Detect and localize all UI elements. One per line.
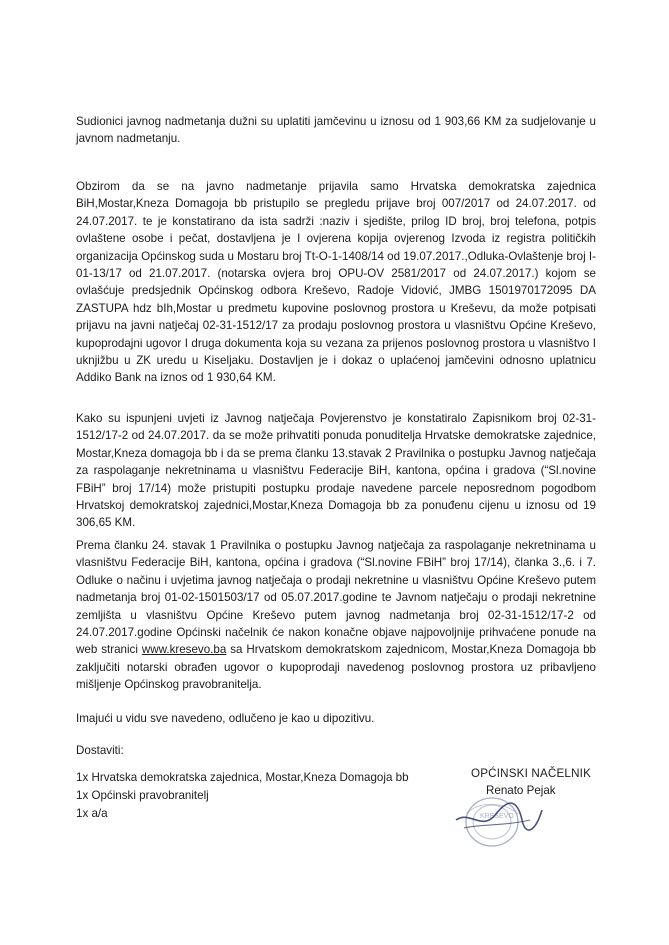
handwritten-signature [456, 803, 542, 830]
recipient-item: 1x a/a [76, 807, 108, 820]
signature-name: Renato Pejak [486, 784, 556, 797]
paragraph-application-review: Obzirom da se na javno nadmetanje prijavila samo Hrvatska demokratska zajednica BiH,Mostar,Kneza Domagoja bb pristupilo se pregledu prijave broj 007/2017 od 24.07.2017. od 24.07.2017. te je konstatirano da ista sadrži :naziv i sjedište, prilog ID broj, broj telefona, potpis ovlaštene osobe i pečat, dostavljena je I ovjerena kopija ovjerenog Izvoda iz registra političkih organizacija Općinskog suda u Mostaru broj Tt-O-1-1408/14 od 19.07.2017.,Odluka-Ovlaštenje broj I-01-13/17 od 21.07.2017. (notarska ovjera broj OPU-OV 2581/2017 od 24.07.2017.) kojom se ovlašćuje predsjednik Općinskog odbora Kreševo, Radoje Vidović, JMBG 1501970172095 DA ZASTUPA hdz bIh,Mostar u predmetu kupovine poslovnog prostora u Kreševu, da može potpisati prijavu na javni natječaj 02-31-1512/17 za prodaju poslovnog prostora u vlasništvu Općine Kreševo, kupoprodajni ugovor I druga dokumenta koja su vezana za prijenos poslovnog prostora u vlasništvo I uknjižbu u ZK uredu u Kiseljaku. Dostavljen je i dokaz o uplaćenoj jamčevini odnosno uplatnicu Addiko Bank na iznos od 1 930,64 KM. [76, 180, 596, 385]
recipient-list [76, 769, 409, 823]
paragraph-conclusion: Imajući u vidu sve navedeno, odlučeno je kao u dipozitivu. [76, 712, 375, 725]
recipient-item: 1x Hrvatska demokratska zajednica, Mostar,Kneza Domagoja bb [76, 771, 409, 784]
paragraph-deposit: Sudionici javnog nadmetanja dužni su uplatiti jamčevinu u iznosu od 1 903,66 KM za sudjelovanje u javnom nadmetanju. [76, 115, 596, 146]
stamp-text: KREŠEVO [480, 813, 514, 820]
recipient-item: 1x Općinski pravobranitelj [76, 789, 209, 802]
paragraph-commission-finding: Kako su ispunjeni uvjeti iz Javnog natječaja Povjerenstvo je konstatiralo Zapisnikom broj 02-31-1512/17-2 od 24.07.2017. da se može prihvatiti ponuda ponuditelja Hrvatske demokratske zajednice, Mostar,Kneza domagoja bb i da se prema članku 13.stavak 2 Pravilnika o postupku Javnog natječaja za raspolaganje nekretninama u vlasništvu Federacije BiH, kantona, općina i gradova (“Sl.novine FBiH” broj 17/14) može pristupiti postupku prodaje navedene parcele neposrednom pogodbom Hrvatskoj demokratskoj zajednici,Mostar,Kneza Domagoja bb za ponuđenu cijenu u iznosu od 19 306,65 KM. [76, 412, 596, 530]
paragraph-contract-text-2: sa Hrvatskom demokratskom zajednicom, Mostar,Kneza Domagoja bb zaključiti notarski obrađen ugovor o kupoprodaji navedenog poslovnog prostora uz pribavljeno mišljenje Općinskog pravobranitelja. [76, 643, 597, 692]
paragraph-contract-basis [76, 537, 596, 694]
signature-title: OPĆINSKI NAČELNIK [471, 767, 592, 780]
website-link[interactable]: www.kresevo.ba [141, 643, 227, 657]
delivery-heading: Dostaviti: [76, 744, 124, 757]
paragraph-contract-text-1: Prema članku 24. stavak 1 Pravilnika o postupku Javnog natječaja za raspolaganje nekretninama u vlasništvu Federacije BiH, kantona, općina i gradova (“Sl.novine FBiH” broj 17/14), članka 3.,6. i 7. Odluke o načinu i uvjetima javnog natječaja o prodaji nekretnine u vlasništvu Općine Kreševo putem nadmetanja broj 01-02-1501503/17 od 05.07.2017.godine te Javnom natječaju o prodaji nekretnine zemljišta u vlasništvu Općine Kreševo putem javnog nadmetanja broj 02-31-1512/17-2 od 24.07.2017.godine Općinski načelnik će nakon konačne objave najpovoljnije prihvaćene ponude na web stranici [76, 539, 596, 657]
